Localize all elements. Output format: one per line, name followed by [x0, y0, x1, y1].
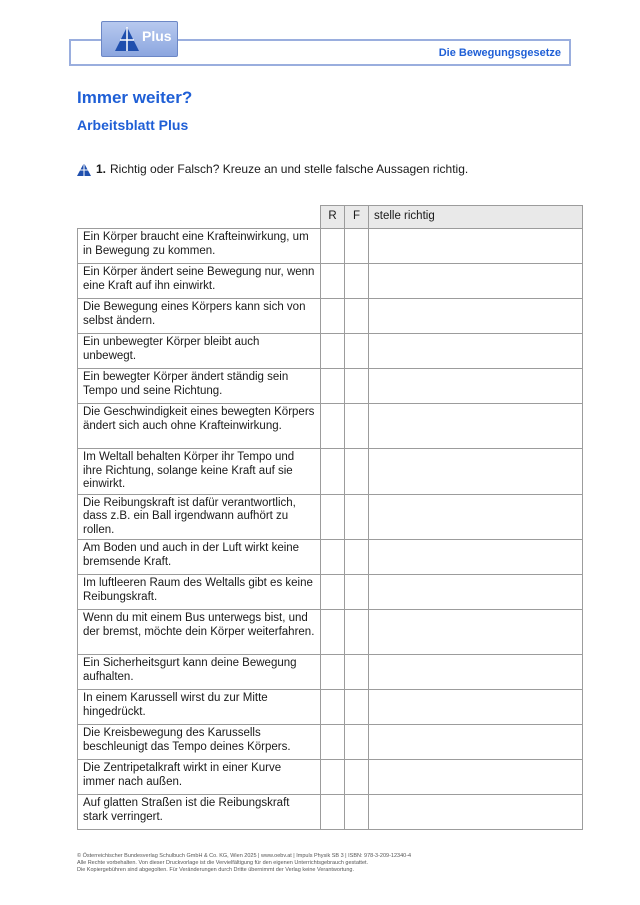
correction-input-cell[interactable]: [369, 760, 583, 795]
correction-input-cell[interactable]: [369, 575, 583, 610]
f-checkbox-cell[interactable]: [345, 575, 369, 610]
statement-cell: Die Zentripetalkraft wirkt in einer Kurve immer nach außen.: [78, 760, 321, 795]
f-checkbox-cell[interactable]: [345, 404, 369, 449]
f-checkbox-cell[interactable]: [345, 334, 369, 369]
f-checkbox-cell[interactable]: [345, 760, 369, 795]
statement-cell: Ein unbewegter Körper bleibt auch unbewegt.: [78, 334, 321, 369]
f-checkbox-cell[interactable]: [345, 299, 369, 334]
r-checkbox-cell[interactable]: [321, 264, 345, 299]
statement-cell: Am Boden und auch in der Luft wirkt keine bremsende Kraft.: [78, 540, 321, 575]
f-checkbox-cell[interactable]: [345, 369, 369, 404]
header-blank-cell: [78, 206, 321, 229]
table-row: [78, 404, 583, 449]
page-title: Immer weiter?: [77, 88, 193, 107]
f-checkbox-cell[interactable]: [345, 725, 369, 760]
plus-logo: [101, 21, 178, 57]
table-row: [78, 334, 583, 369]
statement-cell: Die Kreisbewegung des Karussells beschleunigt das Tempo deines Körpers.: [78, 725, 321, 760]
r-checkbox-cell[interactable]: [321, 725, 345, 760]
statement-cell: Die Reibungskraft ist dafür verantwortlich, dass z.B. ein Ball irgendwann aufhört zu rollen.: [78, 494, 321, 540]
header-title: Die Bewegungsgesetze: [438, 47, 561, 59]
table-row: [78, 760, 583, 795]
statement-cell: Im Weltall behalten Körper ihr Tempo und ihre Richtung, solange keine Kraft auf sie einwirkt.: [78, 449, 321, 495]
correction-input-cell[interactable]: [369, 725, 583, 760]
table-row: [78, 540, 583, 575]
correction-input-cell[interactable]: [369, 795, 583, 830]
f-checkbox-cell[interactable]: [345, 449, 369, 495]
task-instruction: [77, 162, 468, 176]
f-checkbox-cell[interactable]: [345, 229, 369, 264]
statement-cell: Auf glatten Straßen ist die Reibungskraft stark verringert.: [78, 795, 321, 830]
footer-line: © Österreichischer Bundesverlag Schulbuch GmbH & Co. KG, Wien 2025 | www.oebv.at | Impuls Physik SB 3 | ISBN: 978-3-209-12340-4: [77, 853, 412, 859]
f-checkbox-cell[interactable]: [345, 655, 369, 690]
correction-input-cell[interactable]: [369, 404, 583, 449]
f-checkbox-cell[interactable]: [345, 540, 369, 575]
statement-cell: Die Bewegung eines Körpers kann sich von selbst ändern.: [78, 299, 321, 334]
statement-cell: Wenn du mit einem Bus unterwegs bist, und der bremst, möchte dein Körper weiterfahren.: [78, 610, 321, 655]
correction-input-cell[interactable]: [369, 655, 583, 690]
statement-cell: Im luftleeren Raum des Weltalls gibt es keine Reibungskraft.: [78, 575, 321, 610]
r-checkbox-cell[interactable]: [321, 575, 345, 610]
task-text: Richtig oder Falsch? Kreuze an und stelle falsche Aussagen richtig.: [110, 162, 469, 176]
header-f: F: [345, 206, 369, 229]
copyright-footer: [77, 853, 411, 874]
statement-cell: Ein Körper ändert seine Bewegung nur, wenn eine Kraft auf ihn einwirkt.: [78, 264, 321, 299]
table-row: [78, 494, 583, 540]
statement-cell: Die Geschwindigkeit eines bewegten Körpers ändert sich auch ohne Krafteinwirkung.: [78, 404, 321, 449]
table-row: [78, 610, 583, 655]
f-checkbox-cell[interactable]: [345, 494, 369, 540]
logo-text: Plus: [142, 28, 172, 44]
r-checkbox-cell[interactable]: [321, 299, 345, 334]
r-checkbox-cell[interactable]: [321, 540, 345, 575]
correction-input-cell[interactable]: [369, 610, 583, 655]
triangle-logo-icon: [114, 26, 140, 52]
correction-input-cell[interactable]: [369, 690, 583, 725]
r-checkbox-cell[interactable]: [321, 760, 345, 795]
table-row: [78, 264, 583, 299]
table-row: [78, 299, 583, 334]
f-checkbox-cell[interactable]: [345, 610, 369, 655]
correction-input-cell[interactable]: [369, 540, 583, 575]
page-subtitle: Arbeitsblatt Plus: [77, 117, 189, 133]
f-checkbox-cell[interactable]: [345, 690, 369, 725]
table-row: [78, 449, 583, 495]
r-checkbox-cell[interactable]: [321, 655, 345, 690]
table-row: [78, 725, 583, 760]
statement-cell: In einem Karussell wirst du zur Mitte hingedrückt.: [78, 690, 321, 725]
table-header-row: [78, 206, 583, 229]
r-checkbox-cell[interactable]: [321, 449, 345, 495]
table-row: [78, 229, 583, 264]
r-checkbox-cell[interactable]: [321, 334, 345, 369]
r-checkbox-cell[interactable]: [321, 610, 345, 655]
correction-input-cell[interactable]: [369, 264, 583, 299]
table-row: [78, 369, 583, 404]
statement-cell: Ein bewegter Körper ändert ständig sein Tempo und seine Richtung.: [78, 369, 321, 404]
header-r: R: [321, 206, 345, 229]
f-checkbox-cell[interactable]: [345, 264, 369, 299]
table-row: [78, 795, 583, 830]
footer-line: Die Kopiergebühren sind abgegolten. Für Veränderungen durch Dritte übernimmt der Verlag keine Verantwortung.: [77, 867, 355, 873]
correction-input-cell[interactable]: [369, 299, 583, 334]
r-checkbox-cell[interactable]: [321, 404, 345, 449]
true-false-table: [77, 205, 583, 830]
statement-cell: Ein Körper braucht eine Krafteinwirkung, um in Bewegung zu kommen.: [78, 229, 321, 264]
table-row: [78, 575, 583, 610]
table-row: [78, 690, 583, 725]
correction-input-cell[interactable]: [369, 494, 583, 540]
correction-input-cell[interactable]: [369, 229, 583, 264]
f-checkbox-cell[interactable]: [345, 795, 369, 830]
footer-line: Alle Rechte vorbehalten. Von dieser Druckvorlage ist die Vervielfältigung für den eigenen Unterrichtsgebrauch gestattet.: [77, 860, 369, 866]
table-row: [78, 655, 583, 690]
r-checkbox-cell[interactable]: [321, 690, 345, 725]
correction-input-cell[interactable]: [369, 334, 583, 369]
correction-input-cell[interactable]: [369, 449, 583, 495]
r-checkbox-cell[interactable]: [321, 369, 345, 404]
triangle-task-icon: [77, 163, 91, 176]
r-checkbox-cell[interactable]: [321, 795, 345, 830]
r-checkbox-cell[interactable]: [321, 494, 345, 540]
header-correction: stelle richtig: [369, 206, 583, 229]
r-checkbox-cell[interactable]: [321, 229, 345, 264]
statement-cell: Ein Sicherheitsgurt kann deine Bewegung aufhalten.: [78, 655, 321, 690]
task-number: 1.: [96, 162, 107, 176]
correction-input-cell[interactable]: [369, 369, 583, 404]
